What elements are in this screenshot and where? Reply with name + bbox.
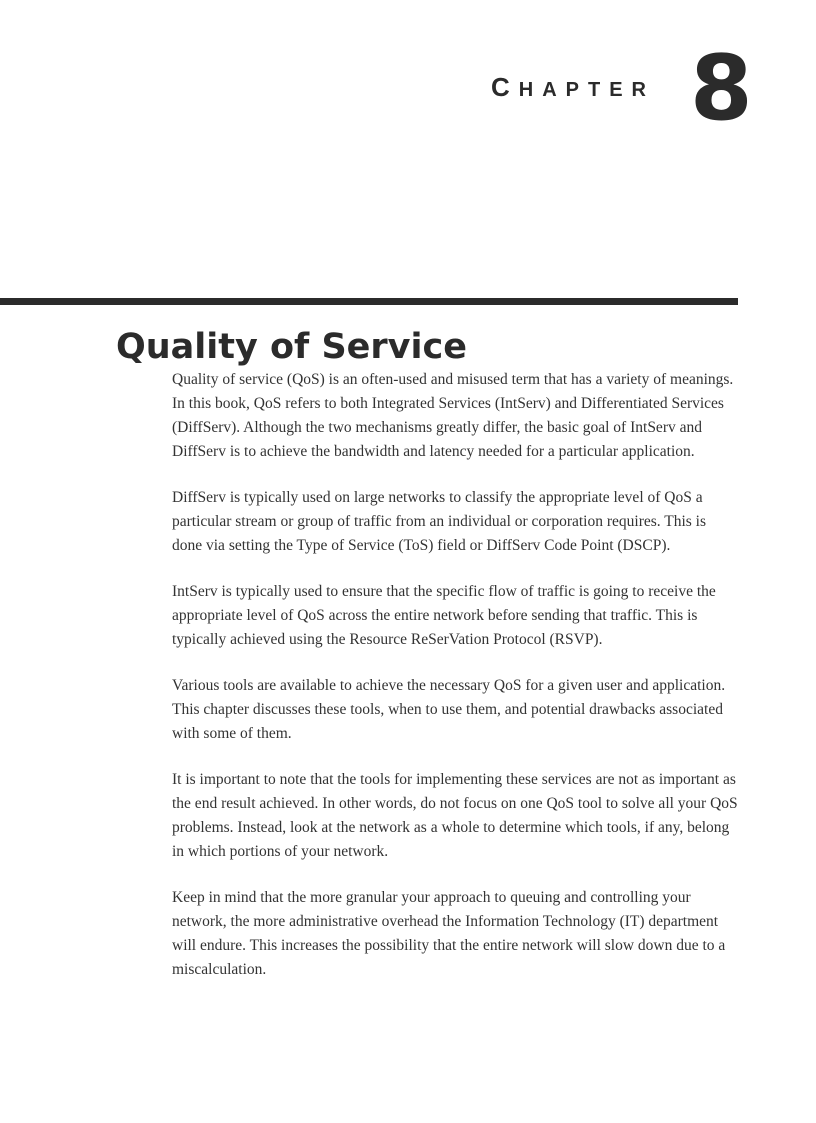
chapter-title: Quality of Service [116, 327, 467, 367]
chapter-label-rest: HAPTER [518, 79, 655, 101]
paragraph-6: Keep in mind that the more granular your approach to queuing and controlling your network, the more administrative overhead the Information Technology (IT) department will endure. This increases the possibility that the entire network will slow down due to a miscalculation. [172, 889, 726, 978]
chapter-divider-rule [0, 298, 738, 305]
chapter-number: 8 [690, 36, 753, 141]
chapter-label [440, 74, 655, 100]
chapter-label-initial: C [490, 72, 519, 102]
chapter-body [172, 368, 738, 1004]
paragraph-5: It is important to note that the tools for implementing these services are not as important as the end result achieved. In other words, do not focus on one QoS tool to solve all your QoS problems. Instead, look at the network as a whole to determine which tools, if any, belong in which portions of your network. [172, 771, 738, 860]
paragraph-2: DiffServ is typically used on large networks to classify the appropriate level of QoS a particular stream or group of traffic from an individual or corporation requires. This is done via setting the Type of Service (ToS) field or DiffServ Code Point (DSCP). [172, 489, 707, 554]
paragraph-3: IntServ is typically used to ensure that the specific flow of traffic is going to receive the appropriate level of QoS across the entire network before sending that traffic. This is typically achieved using the Resource ReSerVation Protocol (RSVP). [172, 583, 716, 648]
paragraph-4: Various tools are available to achieve the necessary QoS for a given user and application. This chapter discusses these tools, when to use them, and potential drawbacks associated with some of them. [172, 677, 726, 742]
paragraph-1: Quality of service (QoS) is an often-used and misused term that has a variety of meanings. In this book, QoS refers to both Integrated Services (IntServ) and Differentiated Services (DiffServ). Although the two mechanisms greatly differ, the basic goal of IntServ and DiffServ is to achieve the bandwidth and latency needed for a particular application. [172, 371, 734, 460]
